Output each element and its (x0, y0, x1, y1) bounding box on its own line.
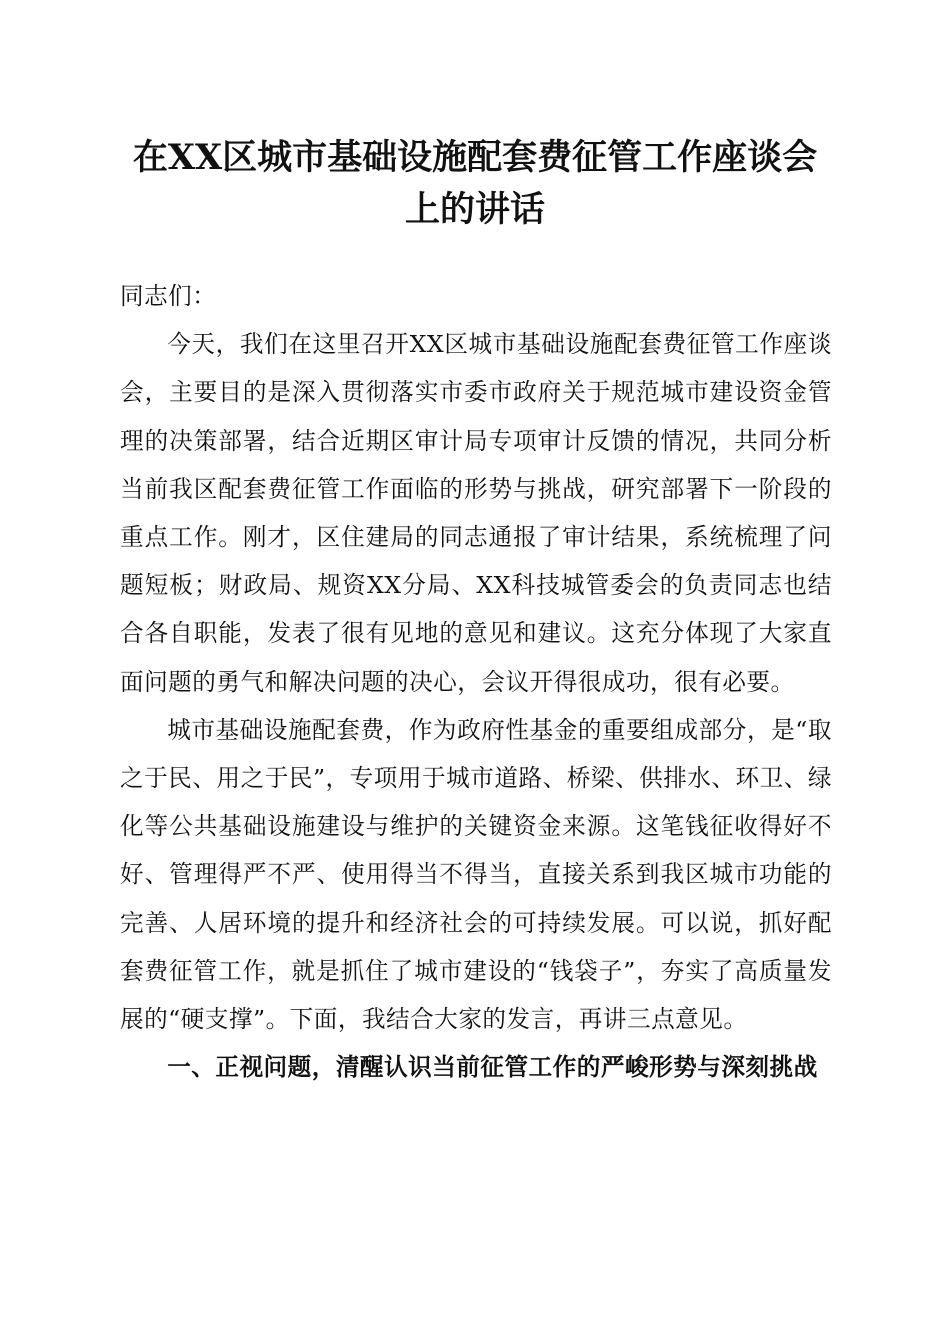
paragraph-importance: 城市基础设施配套费，作为政府性基金的重要组成部分，是“取之于民、用之于民”，专项用于城市道路、桥梁、供排水、环卫、绿化等公共基础设施建设与维护的关键资金来源。这笔钱征收得好不好、管理得严不严、使用得当不得当，直接关系到我区城市功能的完善、人居环境的提升和经济社会的可持续发展。可以说，抓好配套费征管工作，就是抓住了城市建设的“钱袋子”，夯实了高质量发展的“硬支撑”。下面，我结合大家的发言，再讲三点意见。 (120, 715, 832, 1034)
paragraph-opening: 今天，我们在这里召开XX区城市基础设施配套费征管工作座谈会，主要目的是深入贯彻落实市委市政府关于规范城市建设资金管理的决策部署，结合近期区审计局专项审计反馈的情况，共同分析当前我区配套费征管工作面临的形势与挑战，研究部署下一阶段的重点工作。刚才，区住建局的同志通报了审计结果，系统梳理了问题短板；财政局、规资XX分局、XX科技城管委会的负责同志也结合各自职能，发表了很有见地的意见和建议。这充分体现了大家直面问题的勇气和解决问题的决心，会议开得很成功，很有必要。 (120, 330, 832, 696)
salutation: 同志们： (120, 282, 217, 310)
document-title (110, 132, 840, 236)
title-line-2: 上的讲话 (404, 189, 545, 230)
section-heading-1: 一、正视问题，清醒认识当前征管工作的严峻形势与深刻挑战 (167, 1053, 818, 1082)
document-body (120, 272, 832, 1091)
title-line-1: 在XX区城市基础设施配套费征管工作座谈会 (132, 137, 818, 178)
